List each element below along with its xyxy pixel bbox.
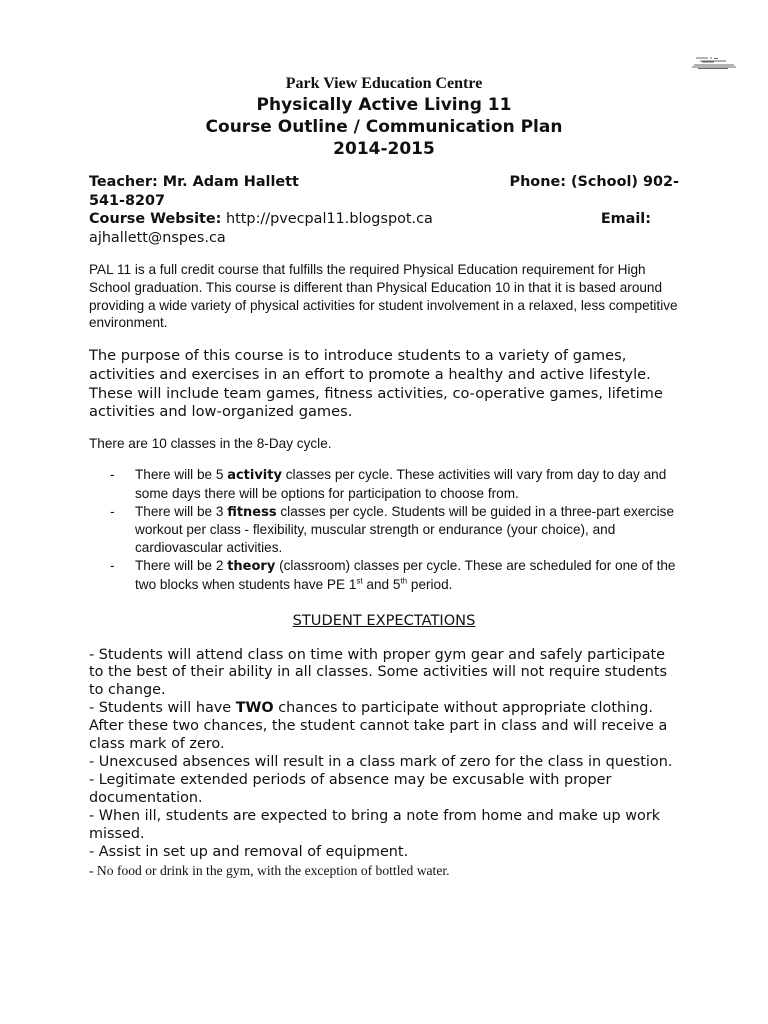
list-item-fitness: - There will be 3 fitness classes per cycle. Students will be guided in a three-part exercise workout per class - flexibility, muscular strength or endurance (your choice), and cardiovascular activities. [110,503,675,556]
expectation-item: - When ill, students are expected to bring a note from home and make up work missed. [89,807,661,842]
cycle-intro: There are 10 classes in the 8-Day cycle. [89,436,332,451]
email-address[interactable]: ajhallett@nspes.ca [89,229,226,246]
course-title: Physically Active Living 11 [256,95,512,115]
school-year: 2014-2015 [333,139,435,159]
activity-keyword: activity [227,468,282,483]
website-field [89,210,433,229]
list-dash: - [110,467,115,482]
teacher-phone-row [89,173,679,192]
expectations-heading: STUDENT EXPECTATIONS [292,611,476,629]
course-purpose-paragraph: The purpose of this course is to introduce students to a variety of games, activities and exercises in an effort to promote a healthy and active lifestyle. These will include team games, fitness activities, co-operative games, lifetime activities and low-organized games. [89,347,663,421]
contact-block [89,173,679,247]
class-type-list [89,466,679,594]
expectation-item: - Students will attend class on time with proper gym gear and safely participate to the best of their ability in all classes. Some activities will not require students to change. [89,646,668,699]
teacher-label: Teacher: [89,174,158,190]
phone-continuation-row [89,192,679,211]
theory-keyword: theory [227,558,276,574]
expectation-item: - Students will have TWO chances to participate without appropriate clothing. After these two chances, the student cannot take part in class and will receive a class mark of zero. [89,700,668,753]
course-intro-paragraph: PAL 11 is a full credit course that fulfills the required Physical Education requirement for High School graduation. This course is different than Physical Education 10 in that it is based around providing a wide variety of physical activities for student involvement in a relaxed, less competitive environment. [89,262,678,331]
document-subtitle: Course Outline / Communication Plan [205,117,563,137]
website-url[interactable]: http://pvecpal11.blogspot.ca [226,211,433,227]
phone-number: 541-8207 [89,192,166,209]
school-name: Park View Education Centre [285,75,483,92]
expectation-item: - Legitimate extended periods of absence may be excusable with proper documentation. [89,771,612,806]
expectation-item: - Assist in set up and removal of equipment. [89,843,409,860]
teacher-field [89,173,299,192]
list-dash: - [110,503,115,519]
website-email-row [89,210,679,229]
website-label: Course Website: [89,211,222,227]
teacher-name: Mr. Adam Hallett [162,174,299,190]
email-label: Email: [600,211,651,227]
corner-scribble-mark [688,56,738,70]
expectation-item: - No food or drink in the gym, with the exception of bottled water. [89,863,450,879]
list-item-activity: - There will be 5 activity classes per cycle. These activities will vary from day to day and some days there will be options for participation to choose from. [110,467,667,501]
email-row [89,229,679,248]
fitness-keyword: fitness [227,504,277,520]
expectation-item: - Unexcused absences will result in a class mark of zero for the class in question. [89,754,673,771]
list-dash: - [110,557,115,573]
list-item-theory: - There will be 2 theory (classroom) classes per cycle. These are scheduled for one of the two blocks when students have PE 1st and 5th period. [110,557,676,592]
expectations-list [89,647,679,882]
two-keyword: TWO [235,700,274,717]
document-page [89,74,679,881]
phone-label: Phone: (School) 902- [509,174,679,190]
